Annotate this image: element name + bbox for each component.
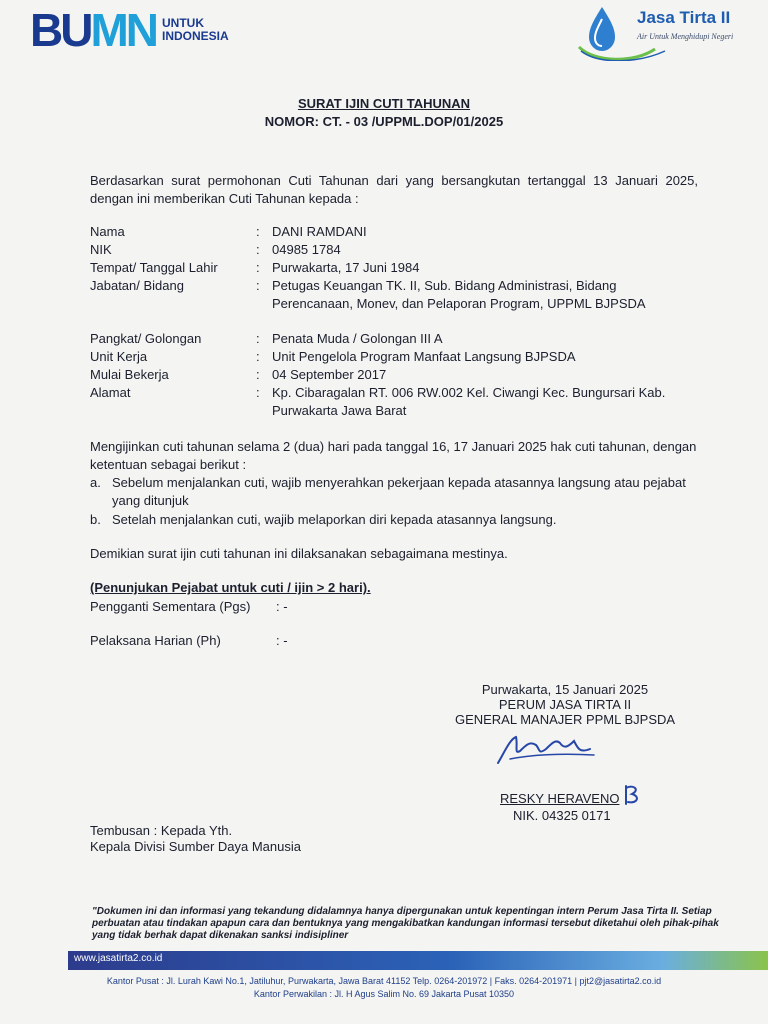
signature-position: GENERAL MANAJER PPML BJPSDA <box>454 712 676 727</box>
footer-bar <box>68 951 768 970</box>
field-colon: : <box>256 367 260 382</box>
field-value-jabatan: Petugas Keuangan TK. II, Sub. Bidang Administrasi, Bidang Perencanaan, Monev, dan Pelaporan Program, UPPML BJPSDA <box>272 278 646 311</box>
intro-paragraph: Berdasarkan surat permohonan Cuti Tahunan dari yang bersangkutan tertanggal 13 Januari 2025, dengan ini memberikan Cuti Tahunan kepada : <box>90 173 698 206</box>
handwritten-signature <box>490 725 600 775</box>
signature-org: PERUM JASA TIRTA II <box>498 697 632 712</box>
bumn-logo <box>30 4 229 56</box>
pgs-value: : - <box>276 599 288 614</box>
water-drop-icon <box>589 7 615 51</box>
field-value-nik: 04985 1784 <box>272 242 341 257</box>
field-value-mulai-bekerja: 04 September 2017 <box>272 367 387 382</box>
tembusan-recipient: Kepala Divisi Sumber Daya Manusia <box>90 839 301 854</box>
field-label-nama: Nama <box>90 224 125 239</box>
condition-item-b <box>90 511 700 529</box>
field-colon: : <box>256 349 260 364</box>
signature-place-date: Purwakarta, 15 Januari 2025 <box>481 682 649 697</box>
field-label-jabatan: Jabatan/ Bidang <box>90 278 184 293</box>
jasa-tirta-name: Jasa Tirta II <box>637 8 731 27</box>
ph-value: : - <box>276 633 288 648</box>
condition-marker: a. <box>90 475 101 490</box>
field-value-nama: DANI RAMDANI <box>272 224 367 239</box>
field-colon: : <box>256 278 260 293</box>
footer-branch-office-address: Kantor Perwakilan : Jl. H Agus Salim No. 69 Jakarta Pusat 10350 <box>253 989 515 999</box>
field-label-pangkat: Pangkat/ Golongan <box>90 331 202 346</box>
bumn-subtitle <box>162 17 229 43</box>
tembusan-heading: Tembusan : Kepada Yth. <box>90 823 233 838</box>
jasa-tirta-tagline: Air Untuk Menghidupi Negeri <box>637 32 734 41</box>
signatory-name: RESKY HERAVENO <box>500 791 620 806</box>
footer-head-office-address: Kantor Pusat : Jl. Lurah Kawi No.1, Jatiluhur, Purwakarta, Jawa Barat 41152 Telp. 0264-201972 | Faks. 0264-201971 | pjt2@jasatirta2.co.id <box>106 976 662 986</box>
field-label-nik: NIK <box>90 242 112 257</box>
field-colon: : <box>256 224 260 239</box>
condition-text: Setelah menjalankan cuti, wajib melaporkan diri kepada atasannya langsung. <box>112 512 557 527</box>
grant-paragraph: Mengijinkan cuti tahunan selama 2 (dua) hari pada tanggal 16, 17 Januari 2025 hak cuti tahunan, dengan ketentuan sebagai berikut : <box>90 439 697 472</box>
bumn-sub-2: INDONESIA <box>162 29 229 43</box>
field-colon: : <box>256 385 260 400</box>
field-value-unit-kerja: Unit Pengelola Program Manfaat Langsung BJPSDA <box>272 349 576 364</box>
field-colon: : <box>256 260 260 275</box>
field-value-ttl: Purwakarta, 17 Juni 1984 <box>272 260 420 275</box>
confidentiality-disclaimer: "Dokumen ini dan informasi yang tekandung didalamnya hanya dipergunakan untuk kepentingan intern Perum Jasa Tirta II. Setiap perbuatan atau tindakan apapun cara dan bentuknya yang mengakibatkan kandungan informasi tersebut diketahui oleh pihak-pihak yang tidak berhak dapat dikenakan sanksi indisipliner <box>92 906 719 941</box>
field-value-pangkat: Penata Muda / Golongan III A <box>272 331 443 346</box>
field-label-ttl: Tempat/ Tanggal Lahir <box>90 260 218 275</box>
document-number: NOMOR: CT. - 03 /UPPML.DOP/01/2025 <box>264 114 504 129</box>
field-label-unit-kerja: Unit Kerja <box>90 349 148 364</box>
condition-item-a <box>90 474 700 510</box>
document-title: SURAT IJIN CUTI TAHUNAN <box>297 96 471 111</box>
condition-text: Sebelum menjalankan cuti, wajib menyerahkan pekerjaan kepada atasannya langsung atau pejabat yang ditunjuk <box>112 475 686 508</box>
bumn-logo-mark: BUMN <box>30 4 156 56</box>
field-label-alamat: Alamat <box>90 385 131 400</box>
field-colon: : <box>256 331 260 346</box>
condition-marker: b. <box>90 512 101 527</box>
closing-paragraph: Demikian surat ijin cuti tahunan ini dilaksanakan sebagaimana mestinya. <box>90 546 508 561</box>
handwritten-initial <box>622 782 642 808</box>
signatory-nik: NIK. 04325 0171 <box>513 808 611 823</box>
ph-label: Pelaksana Harian (Ph) <box>90 633 221 648</box>
field-value-alamat: Kp. Cibaragalan RT. 006 RW.002 Kel. Ciwangi Kec. Bungursari Kab. Purwakarta Jawa Barat <box>272 385 666 418</box>
field-colon: : <box>256 242 260 257</box>
field-label-mulai-bekerja: Mulai Bekerja <box>90 367 169 382</box>
bumn-sub-1: UNTUK <box>162 16 204 30</box>
footer-website-link[interactable]: www.jasatirta2.co.id <box>74 953 163 964</box>
appointment-heading: (Penunjukan Pejabat untuk cuti / ijin > 2 hari). <box>90 580 371 595</box>
pgs-label: Pengganti Sementara (Pgs) <box>90 599 251 614</box>
